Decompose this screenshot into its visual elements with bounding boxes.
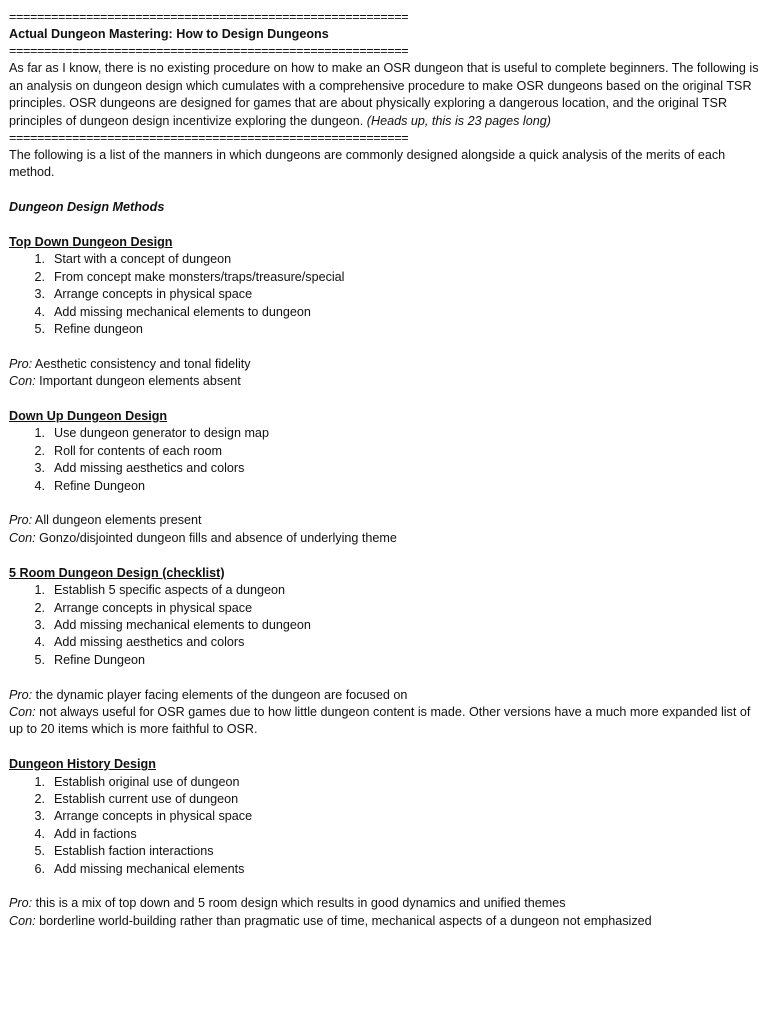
intro-note: (Heads up, this is 23 pages long) — [366, 113, 551, 128]
con-text: not always useful for OSR games due to how little dungeon content is made. Other versions have a much more expanded list of up to 20 items which is more faithful to OSR. — [9, 704, 751, 737]
step-number: 3. — [34, 287, 45, 302]
step-item — [9, 286, 761, 303]
step-text: Establish 5 specific aspects of a dungeon — [54, 583, 286, 598]
step-number: 2. — [34, 269, 45, 284]
step-text: Establish current use of dungeon — [54, 791, 239, 806]
step-list — [9, 774, 761, 878]
step-text: Add in factions — [54, 826, 137, 841]
method-section — [9, 234, 761, 408]
step-number: 4. — [34, 478, 45, 493]
con-label: Con: — [9, 913, 36, 928]
step-number: 2. — [34, 443, 45, 458]
step-number: 5. — [34, 322, 45, 337]
methods-heading: Dungeon Design Methods — [9, 200, 165, 215]
method-section — [9, 408, 761, 565]
step-text: Add missing aesthetics and colors — [54, 635, 245, 650]
method-heading: Down Up Dungeon Design — [9, 409, 168, 424]
step-text: Add missing aesthetics and colors — [54, 461, 245, 476]
method-section — [9, 565, 761, 756]
pro-line — [9, 512, 761, 529]
con-line — [9, 530, 761, 547]
pro-text: Aesthetic consistency and tonal fidelity — [34, 356, 251, 371]
step-item — [9, 251, 761, 268]
method-heading: Dungeon History Design — [9, 757, 156, 772]
step-number: 1. — [34, 583, 45, 598]
step-item — [9, 443, 761, 460]
method-section — [9, 756, 761, 930]
intro-paragraph — [9, 60, 761, 130]
pro-line — [9, 895, 761, 912]
con-line — [9, 373, 761, 390]
step-number: 1. — [34, 426, 45, 441]
pro-label: Pro: — [9, 513, 33, 528]
intro-text: As far as I know, there is no existing procedure on how to make an OSR dungeon that is useful to complete beginners. The following is an analysis on dungeon design which cumulates with a comprehensive procedure to make OSR dungeons based on the original TSR principles. OSR dungeons are designed for games that are about physically exploring a dangerous location, and the original TSR principles of dungeon design incentivize exploring the dungeon. — [9, 61, 759, 128]
step-item — [9, 478, 761, 495]
pro-line — [9, 356, 761, 373]
step-item — [9, 791, 761, 808]
pro-label: Pro: — [9, 687, 33, 702]
step-text: Add missing mechanical elements to dungeon — [54, 617, 311, 632]
step-list — [9, 582, 761, 669]
methods-list — [9, 234, 761, 930]
step-item — [9, 843, 761, 860]
pro-text: All dungeon elements present — [34, 513, 202, 528]
step-number: 5. — [34, 652, 45, 667]
pro-text: this is a mix of top down and 5 room design which results in good dynamics and unified themes — [35, 896, 566, 911]
step-text: Start with a concept of dungeon — [54, 252, 232, 267]
separator-rule: ========================================================= — [9, 131, 409, 146]
step-number: 3. — [34, 617, 45, 632]
step-number: 3. — [34, 809, 45, 824]
step-item — [9, 425, 761, 442]
step-text: Refine dungeon — [54, 322, 143, 337]
step-item — [9, 460, 761, 477]
step-number: 1. — [34, 252, 45, 267]
step-text: Establish original use of dungeon — [54, 774, 240, 789]
step-text: From concept make monsters/traps/treasure/special — [54, 269, 345, 284]
step-item — [9, 634, 761, 651]
step-text: Establish faction interactions — [54, 844, 214, 859]
step-text: Refine Dungeon — [54, 478, 146, 493]
method-heading: Top Down Dungeon Design — [9, 235, 173, 250]
step-text: Roll for contents of each room — [54, 443, 222, 458]
con-text: borderline world-building rather than pragmatic use of time, mechanical aspects of a dungeon not emphasized — [39, 913, 652, 928]
step-number: 2. — [34, 600, 45, 615]
con-label: Con: — [9, 374, 36, 389]
con-line — [9, 704, 761, 739]
step-item — [9, 600, 761, 617]
step-number: 2. — [34, 791, 45, 806]
step-number: 6. — [34, 861, 45, 876]
step-text: Use dungeon generator to design map — [54, 426, 269, 441]
step-item — [9, 582, 761, 599]
method-heading: 5 Room Dungeon Design (checklist) — [9, 565, 225, 580]
lead-paragraph: The following is a list of the manners in which dungeons are commonly designed alongside a quick analysis of the merits of each method. — [9, 148, 726, 180]
con-label: Con: — [9, 704, 36, 719]
step-text: Add missing mechanical elements to dungeon — [54, 304, 311, 319]
pro-label: Pro: — [9, 356, 33, 371]
step-item — [9, 617, 761, 634]
step-item — [9, 774, 761, 791]
step-number: 5. — [34, 844, 45, 859]
con-text: Important dungeon elements absent — [39, 374, 241, 389]
pro-text: the dynamic player facing elements of the dungeon are focused on — [35, 687, 408, 702]
con-line — [9, 913, 761, 930]
document-title: Actual Dungeon Mastering: How to Design Dungeons — [9, 27, 329, 41]
step-list — [9, 425, 761, 495]
step-item — [9, 808, 761, 825]
pro-line — [9, 687, 761, 704]
con-text: Gonzo/disjointed dungeon fills and absence of underlying theme — [39, 530, 397, 545]
con-label: Con: — [9, 530, 36, 545]
step-item — [9, 652, 761, 669]
step-number: 3. — [34, 461, 45, 476]
step-text: Refine Dungeon — [54, 652, 146, 667]
step-item — [9, 861, 761, 878]
step-item — [9, 269, 761, 286]
step-list — [9, 251, 761, 338]
separator-rule: ========================================================= — [9, 10, 409, 24]
step-text: Arrange concepts in physical space — [54, 600, 253, 615]
document-body — [9, 9, 761, 930]
step-item — [9, 826, 761, 843]
step-number: 4. — [34, 635, 45, 650]
step-number: 4. — [34, 304, 45, 319]
step-text: Add missing mechanical elements — [54, 861, 245, 876]
step-text: Arrange concepts in physical space — [54, 287, 253, 302]
step-text: Arrange concepts in physical space — [54, 809, 253, 824]
step-item — [9, 304, 761, 321]
step-item — [9, 321, 761, 338]
separator-rule: ========================================================= — [9, 44, 409, 59]
step-number: 4. — [34, 826, 45, 841]
pro-label: Pro: — [9, 896, 33, 911]
step-number: 1. — [34, 774, 45, 789]
